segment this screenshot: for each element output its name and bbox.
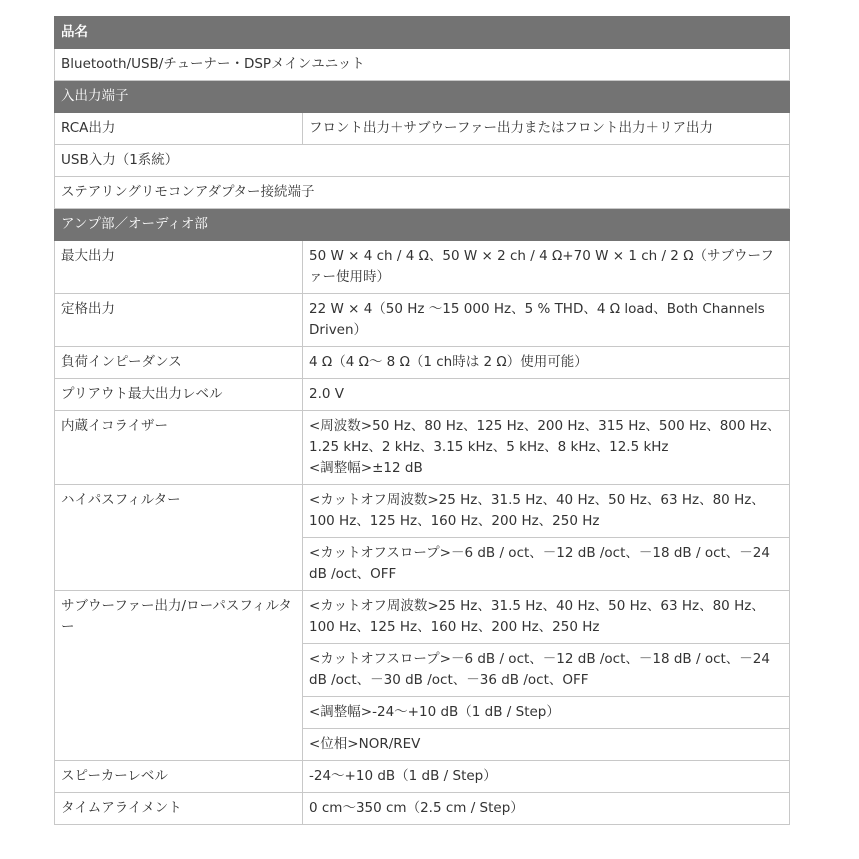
spec-row <box>55 485 790 538</box>
spec-label: RCA出力 <box>55 113 303 145</box>
spec-label: プリアウト最大出力レベル <box>55 379 303 411</box>
spec-row <box>55 411 790 485</box>
spec-row <box>55 241 790 294</box>
spec-label: タイムアライメント <box>55 793 303 825</box>
spec-full-cell: ステアリングリモコンアダプター接続端子 <box>55 177 790 209</box>
spec-label: 内蔵イコライザー <box>55 411 303 485</box>
spec-row <box>55 145 790 177</box>
spec-row <box>55 379 790 411</box>
spec-label: サブウーファー出力/ローパスフィルター <box>55 591 303 761</box>
section-title: 入出力端子 <box>55 81 790 113</box>
spec-value: <カットオフスロープ>－6 dB / oct、－12 dB /oct、－18 dB / oct、－24 dB /oct、OFF <box>303 538 790 591</box>
spec-value: 22 W × 4（50 Hz ～15 000 Hz、5 % THD、4 Ω load、Both Channels Driven） <box>303 294 790 347</box>
spec-row <box>55 49 790 81</box>
spec-row <box>55 761 790 793</box>
spec-value: フロント出力＋サブウーファー出力またはフロント出力＋リア出力 <box>303 113 790 145</box>
spec-row <box>55 294 790 347</box>
spec-value: 50 W × 4 ch / 4 Ω、50 W × 2 ch / 4 Ω+70 W × 1 ch / 2 Ω（サブウーファー使用時） <box>303 241 790 294</box>
spec-value: <調整幅>-24～+10 dB（1 dB / Step） <box>303 697 790 729</box>
spec-label: ハイパスフィルター <box>55 485 303 591</box>
spec-full-cell: USB入力（1系統） <box>55 145 790 177</box>
spec-row <box>55 591 790 644</box>
spec-value: 0 cm～350 cm（2.5 cm / Step） <box>303 793 790 825</box>
spec-value: <カットオフスロープ>－6 dB / oct、－12 dB /oct、－18 dB / oct、－24 dB /oct、－30 dB /oct、－36 dB /oct、OFF <box>303 644 790 697</box>
spec-label: 最大出力 <box>55 241 303 294</box>
spec-value: <位相>NOR/REV <box>303 729 790 761</box>
section-title: 品名 <box>55 17 790 49</box>
spec-table <box>54 16 790 825</box>
section-title: アンプ部／オーディオ部 <box>55 209 790 241</box>
spec-row <box>55 793 790 825</box>
spec-value: -24～+10 dB（1 dB / Step） <box>303 761 790 793</box>
spec-table-body <box>55 17 790 825</box>
spec-row <box>55 347 790 379</box>
spec-value: <カットオフ周波数>25 Hz、31.5 Hz、40 Hz、50 Hz、63 Hz、80 Hz、100 Hz、125 Hz、160 Hz、200 Hz、250 Hz <box>303 485 790 538</box>
section-header <box>55 17 790 49</box>
section-header <box>55 81 790 113</box>
spec-value: <周波数>50 Hz、80 Hz、125 Hz、200 Hz、315 Hz、500 Hz、800 Hz、1.25 kHz、2 kHz、3.15 kHz、5 kHz、8 kHz、12.5 kHz <調整幅>±12 dB <box>303 411 790 485</box>
spec-label: 定格出力 <box>55 294 303 347</box>
section-header <box>55 209 790 241</box>
spec-label: 負荷インピーダンス <box>55 347 303 379</box>
spec-value: 2.0 V <box>303 379 790 411</box>
spec-value: 4 Ω（4 Ω～ 8 Ω（1 ch時は 2 Ω）使用可能） <box>303 347 790 379</box>
spec-row <box>55 177 790 209</box>
spec-label: スピーカーレベル <box>55 761 303 793</box>
spec-row <box>55 113 790 145</box>
spec-value: <カットオフ周波数>25 Hz、31.5 Hz、40 Hz、50 Hz、63 Hz、80 Hz、100 Hz、125 Hz、160 Hz、200 Hz、250 Hz <box>303 591 790 644</box>
spec-full-cell: Bluetooth/USB/チューナー・DSPメインユニット <box>55 49 790 81</box>
